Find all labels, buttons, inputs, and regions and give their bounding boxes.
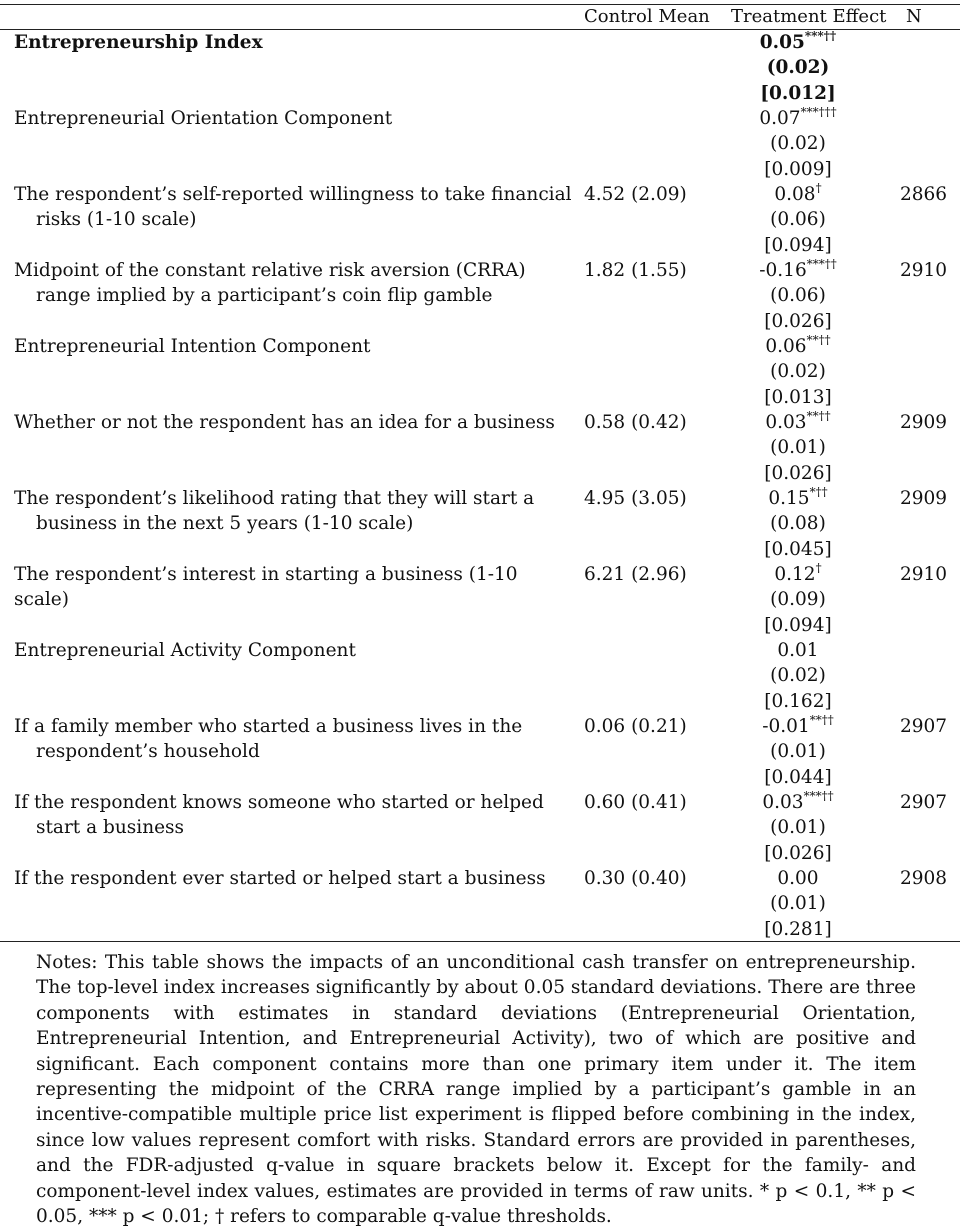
q-value: [0.094] — [764, 614, 832, 636]
significance-marks: *†† — [809, 484, 828, 499]
row-label — [14, 182, 574, 233]
estimate: 0.03 — [762, 792, 804, 813]
treatment-effect-cell — [726, 486, 870, 562]
n-cell: 2910 — [900, 260, 948, 281]
row-label-line1: The respondent’s likelihood rating that they will start a — [14, 488, 535, 509]
standard-error: (0.09) — [770, 589, 826, 611]
n-cell: 2910 — [900, 564, 948, 585]
estimate: -0.01 — [762, 716, 810, 737]
n-cell: 2908 — [900, 868, 948, 889]
estimate: -0.16 — [759, 260, 807, 281]
treatment-effect-cell — [726, 30, 870, 106]
q-value: [0.026] — [764, 842, 832, 864]
estimate: 0.05 — [759, 32, 805, 53]
standard-error: (0.08) — [770, 513, 826, 535]
estimate: 0.15 — [768, 488, 810, 509]
standard-error: (0.06) — [770, 285, 826, 307]
row-label: Whether or not the respondent has an idea for a business — [14, 412, 555, 433]
q-value: [0.162] — [764, 690, 832, 712]
treatment-effect-cell — [726, 714, 870, 790]
standard-error: (0.06) — [770, 209, 826, 231]
significance-marks: ***†† — [803, 788, 834, 803]
row-label: Entrepreneurial Activity Component — [14, 640, 356, 661]
estimate: 0.03 — [765, 412, 807, 433]
standard-error: (0.02) — [770, 665, 826, 687]
row-label-line2: start a business — [36, 817, 185, 839]
standard-error: (0.01) — [770, 741, 826, 763]
treatment-effect-cell — [726, 334, 870, 410]
control-mean-cell: 6.21 (2.96) — [584, 564, 687, 585]
n-cell: 2907 — [900, 792, 948, 813]
row-label-line2: risks (1-10 scale) — [36, 209, 197, 231]
estimate: 0.08 — [774, 184, 816, 205]
row-label-line2: range implied by a participant’s coin flip gamble — [36, 285, 493, 307]
treatment-effect-cell — [726, 562, 870, 638]
standard-error: (0.01) — [770, 817, 826, 839]
significance-marks: **†† — [806, 332, 831, 347]
q-value: [0.044] — [764, 766, 832, 788]
treatment-effect-cell — [726, 106, 870, 182]
q-value: [0.013] — [764, 386, 832, 408]
row-label-line1: If a family member who started a business lives in the — [14, 716, 523, 737]
estimate: 0.00 — [777, 868, 819, 889]
control-mean-cell: 0.30 (0.40) — [584, 868, 687, 889]
significance-marks: ***††† — [800, 104, 837, 119]
n-cell: 2866 — [900, 184, 948, 205]
row-label — [14, 486, 574, 537]
n-cell: 2907 — [900, 716, 948, 737]
row-label: If the respondent ever started or helped start a business — [14, 868, 546, 889]
significance-marks: **†† — [806, 408, 831, 423]
treatment-effect-cell — [726, 182, 870, 258]
standard-error: (0.02) — [770, 133, 826, 155]
q-value: [0.009] — [764, 158, 832, 180]
estimate: 0.07 — [759, 108, 801, 129]
row-label — [14, 714, 574, 765]
significance-marks: † — [815, 180, 822, 195]
row-label — [14, 258, 574, 309]
standard-error: (0.01) — [770, 893, 826, 915]
treatment-effect-cell — [726, 258, 870, 334]
q-value: [0.026] — [764, 310, 832, 332]
bottom-rule — [0, 941, 960, 942]
row-label — [14, 790, 574, 841]
n-cell: 2909 — [900, 488, 948, 509]
q-value: [0.094] — [764, 234, 832, 256]
q-value: [0.026] — [764, 462, 832, 484]
standard-error: (0.01) — [770, 437, 826, 459]
control-mean-cell: 0.06 (0.21) — [584, 716, 687, 737]
row-label: Entrepreneurial Intention Component — [14, 336, 371, 357]
significance-marks: **†† — [809, 712, 834, 727]
q-value: [0.012] — [760, 82, 836, 104]
control-mean-cell: 0.58 (0.42) — [584, 412, 687, 433]
estimate: 0.01 — [777, 640, 819, 661]
treatment-effect-cell — [726, 638, 870, 714]
control-mean-cell: 0.60 (0.41) — [584, 792, 687, 813]
header-treatment-effect: Treatment Effect — [731, 6, 887, 27]
row-label: Entrepreneurial Orientation Component — [14, 108, 393, 129]
treatment-effect-cell — [726, 790, 870, 866]
significance-marks: ***†† — [804, 28, 837, 43]
control-mean-cell: 4.52 (2.09) — [584, 184, 687, 205]
header-control-mean: Control Mean — [584, 6, 710, 27]
treatment-effect-cell — [726, 866, 870, 942]
estimate: 0.06 — [765, 336, 807, 357]
table-notes: Notes: This table shows the impacts of an unconditional cash transfer on entrepreneurship. The top-level index increases significantly by about 0.05 standard deviations. There are three components with estimates in standard deviations (Entrepreneurial Orientation, Entrepreneurial Intention, and Entrepreneurial Activity), two of which are positive and significant. Each component contains more than one primary item under it. The item representing the midpoint of the CRRA range implied by a participant’s gamble in an incentive-compatible multiple price list experiment is flipped before combining in the index, since low values represent comfort with risks. Standard errors are provided in parentheses, and the FDR-adjusted q-value in square brackets below it. Except for the family- and component-level index values, estimates are provided in terms of raw units. * p < 0.1, ** p < 0.05, *** p < 0.01; † refers to comparable q-value thresholds. — [36, 952, 916, 1228]
standard-error: (0.02) — [770, 361, 826, 383]
control-mean-cell: 1.82 (1.55) — [584, 260, 687, 281]
row-label-line2: business in the next 5 years (1-10 scale) — [36, 513, 414, 535]
n-cell: 2909 — [900, 412, 948, 433]
q-value: [0.045] — [764, 538, 832, 560]
row-label-line1: Midpoint of the constant relative risk aversion (CRRA) — [14, 260, 526, 281]
row-label-line2: respondent’s household — [36, 741, 260, 763]
significance-marks: ***†† — [806, 256, 837, 271]
estimate: 0.12 — [774, 564, 816, 585]
significance-marks: † — [815, 560, 822, 575]
row-label-line1: If the respondent knows someone who started or helped — [14, 792, 544, 813]
treatment-effect-cell — [726, 410, 870, 486]
header-n: N — [906, 6, 922, 27]
standard-error: (0.02) — [766, 57, 830, 79]
row-label: The respondent’s interest in starting a business (1-10 scale) — [14, 564, 518, 611]
row-label-line1: The respondent’s self-reported willingness to take financial — [14, 184, 572, 205]
q-value: [0.281] — [764, 918, 832, 940]
row-label: Entrepreneurship Index — [14, 32, 263, 53]
control-mean-cell: 4.95 (3.05) — [584, 488, 687, 509]
